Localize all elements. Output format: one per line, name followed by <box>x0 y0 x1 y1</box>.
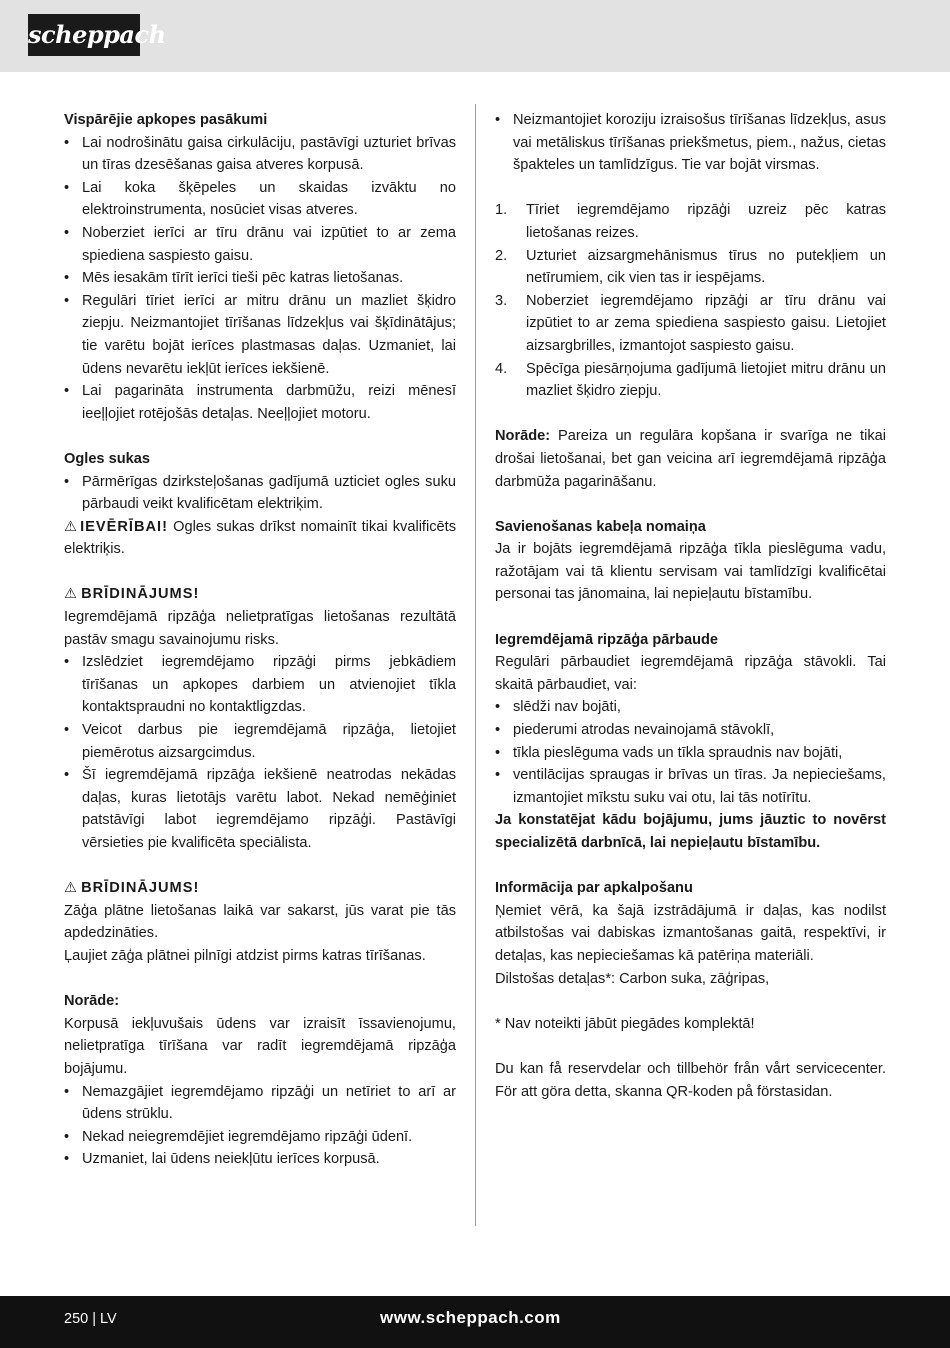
numbered-item: 4. Spēcīga piesārņojuma gadījumā lietojiet mitru drānu un mazliet šķidro ziepju. <box>495 360 886 400</box>
saw-check-heading: Iegremdējamā ripzāģa pārbaude <box>495 631 719 648</box>
scheppach-logo: scheppach <box>28 14 140 56</box>
list-item: • ventilācijas spraugas ir brīvas un tīras. Ja nepieciešams, izmantojiet mīkstu suku vai otu, lai tās notīrītu. <box>495 767 886 806</box>
cleaning-agents-list <box>495 109 886 177</box>
carbon-brushes-list <box>64 471 456 516</box>
numbered-item: 2. Uzturiet aizsargmehānismus tīrus no putekļiem un netīrumiem, cik vien tas ir iespējams. <box>495 247 886 287</box>
list-item: • Izslēdziet iegremdējamo ripzāģi pirms jebkādiem tīrīšanas un apkopes darbiem un atvienojiet tīkla kontaktspraudni no kontaktligzdas. <box>64 654 456 716</box>
damage-notice: Ja konstatējat kādu bojājumu, jums jāuztic to novērst specializētā darbnīcā, lai nepieļautu bīstamību. <box>495 812 886 851</box>
warning-text: Ļaujiet zāģa plātnei pilnīgi atdzist pirms katras tīrīšanas. <box>64 947 426 964</box>
warning-heading: ⚠ BRĪDINĀJUMS! <box>64 583 456 606</box>
list-item: • Lai pagarināta instrumenta darbmūžu, reizi mēnesī ieeļļojiet rotējošās detaļas. Neeļļojiet motoru. <box>64 383 456 422</box>
list-item: • slēdži nav bojāti, <box>495 699 621 716</box>
list-item: • Šī iegremdējamā ripzāģa iekšienē neatrodas nekādas daļas, kuras lietotājs varētu labot. Nekad nemēģiniet patstāvīgi labot iegremdējamo ripzāģi. Pastāvīgi vērsieties pie kvalificēta speciālista. <box>64 767 456 851</box>
list-item: • Nemazgājiet iegremdējamo ripzāģi un netīriet to arī ar ūdens strūklu. <box>64 1083 456 1123</box>
right-column <box>495 109 886 1103</box>
list-item: • Lai nodrošinātu gaisa cirkulāciju, pastāvīgi uzturiet brīvas un tīras dzesēšanas gaisa atveres korpusā. <box>64 134 456 174</box>
list-item: • piederumi atrodas nevainojamā stāvoklī, <box>495 722 775 739</box>
page-footer <box>0 1296 950 1348</box>
warning-icon: ⚠ <box>64 518 78 535</box>
list-item: • Veicot darbus pie iegremdējamā ripzāģa, lietojiet piemērotus aizsargcimdus. <box>64 722 456 761</box>
warning-text: Iegremdējamā ripzāģa nelietpratīgas lietošanas rezultātā pastāv smagu savainojumu risks. <box>64 609 456 648</box>
service-info-heading: Informācija par apkalpošanu <box>495 880 693 897</box>
carbon-brushes-heading: Ogles sukas <box>64 450 150 467</box>
note-paragraph: Norāde: Pareiza un regulāra kopšana ir svarīga ne tikai drošai lietošanai, bet gan veicina arī iegremdējamā ripzāģa darbmūža pagarināšanu. <box>495 428 886 490</box>
warning-list <box>64 651 456 854</box>
numbered-item: 1. Tīriet iegremdējamo ripzāģi uzreiz pēc katras lietošanas reizes. <box>495 202 886 241</box>
wear-parts-text: Dilstošas detaļas*: Carbon suka, zāģripas, <box>495 970 770 987</box>
note-text: Korpusā iekļuvušais ūdens var izraisīt īssavienojumu, nelietpratīga tīrīšana var radīt iegremdējamā ripzāģa bojājumu. <box>64 1015 456 1077</box>
note-label: Norāde: <box>495 428 551 445</box>
list-item: • Noberziet ierīci ar tīru drānu vai izpūtiet to ar zema spiediena saspiesto gaisu. <box>64 224 456 264</box>
list-item: • Pārmērīgas dzirksteļošanas gadījumā uzticiet ogles suku pārbaudi veikt kvalificētam elektriķim. <box>64 473 456 513</box>
page-number: 250 | LV <box>64 1311 117 1327</box>
page-header <box>0 0 950 72</box>
warning-icon: ⚠ <box>64 880 79 897</box>
note-heading: Norāde: <box>64 993 120 1010</box>
left-column <box>64 109 456 1171</box>
note-list <box>64 1081 456 1171</box>
list-item: • Nekad neiegremdējiet iegremdējamo ripzāģi ūdenī. <box>64 1128 413 1145</box>
warning-text: Zāģa plātne lietošanas laikā var sakarst, jūs varat pie tās apdedzināties. <box>64 902 456 942</box>
cable-replacement-text: Ja ir bojāts iegremdējamā ripzāģa tīkla pieslēguma vadu, ražotājam vai tā klientu servisam vai tamlīdzīgi kvalificētai personai tas jānomaina, lai nepieļautu bīstamību. <box>495 541 886 603</box>
spare-parts-text: Du kan få reservdelar och tillbehör från vårt servicecenter. För att göra detta, skanna QR-koden på förstasidan. <box>495 1060 886 1100</box>
caution-paragraph: ⚠ IEVĒRĪBAI! Ogles sukas drīkst nomainīt tikai kvalificēts elektriķis. <box>64 516 456 561</box>
list-item: • Neizmantojiet koroziju izraisošus tīrīšanas līdzekļus, asus vai metāliskus tīrīšanas priekšmetus, piem., nažus, cietas špakteles un tamlīdzīgus. Tie var bojāt virsmas. <box>495 112 886 174</box>
website-link[interactable]: www.scheppach.com <box>380 1308 561 1327</box>
numbered-item: 3. Noberziet iegremdējamo ripzāģi ar tīru drānu vai izpūtiet to ar zema spiediena saspiesto gaisu. Lietojiet aizsargbrilles, izmantojot saspiesto gaisu. <box>495 292 886 354</box>
not-included-note: * Nav noteikti jābūt piegādes komplektā! <box>495 1015 755 1032</box>
list-item: • Uzmaniet, lai ūdens neiekļūtu ierīces korpusā. <box>64 1151 380 1168</box>
warning-heading: ⚠ BRĪDINĀJUMS! <box>64 877 456 900</box>
caution-label: IEVĒRĪBAI! <box>80 518 168 535</box>
column-divider <box>475 104 476 1226</box>
list-item: • Lai koka šķēpeles un skaidas izvāktu no elektroinstrumenta, nosūciet visas atveres. <box>64 179 456 219</box>
general-maintenance-list <box>64 132 456 426</box>
cable-replacement-heading: Savienošanas kabeļa nomaiņa <box>495 518 706 535</box>
warning-icon: ⚠ <box>64 586 79 603</box>
saw-check-list <box>495 696 886 809</box>
list-item: • tīkla pieslēguma vads un tīkla spraudnis nav bojāti, <box>495 744 843 761</box>
service-info-text: Ņemiet vērā, ka šajā izstrādājumā ir daļas, kas nodilst atbilstošas vai dabiskas izmantošanas gaitā, respektīvi, ir detaļas, kas nepieciešamas kā patēriņa materiāli. <box>495 902 886 964</box>
cleaning-steps-list <box>495 199 886 402</box>
list-item: • Regulāri tīriet ierīci ar mitru drānu un mazliet šķidro ziepju. Neizmantojiet tīrīšanas līdzekļus vai šķīdinātājus; tie varētu bojāt ierīces plastmasas daļas. Uzmaniet, lai ūdens nevarētu iekļūt ierīces iekšienē. <box>64 292 456 377</box>
general-maintenance-heading: Vispārējie apkopes pasākumi <box>64 112 268 128</box>
saw-check-text: Regulāri pārbaudiet iegremdējamā ripzāģa stāvokli. Tai skaitā pārbaudiet, vai: <box>495 654 886 693</box>
list-item: • Mēs iesakām tīrīt ierīci tieši pēc katras lietošanas. <box>64 270 404 287</box>
